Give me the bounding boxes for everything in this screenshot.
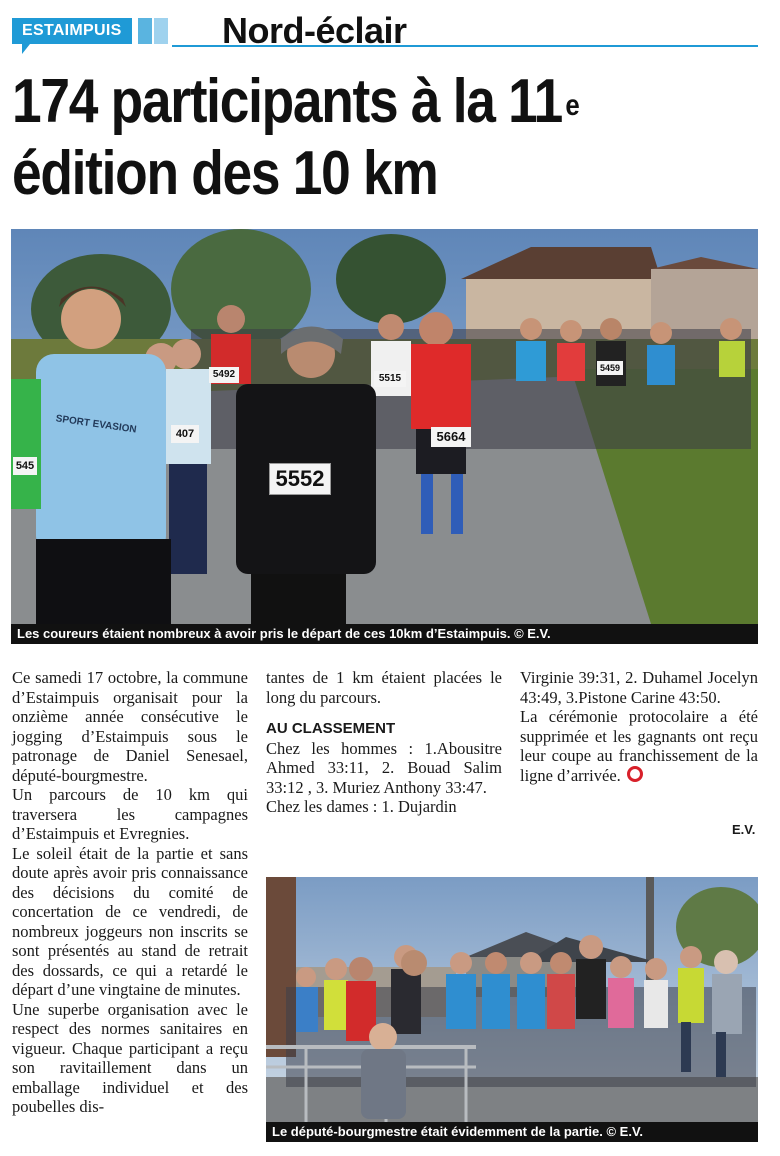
runners-photo-illustration bbox=[11, 229, 758, 644]
photo-caption: Les coureurs étaient nombreux à avoir pris le départ de ces 10km d’Estaimpuis. © E.V. bbox=[11, 624, 758, 644]
paragraph-final bbox=[520, 707, 758, 785]
end-of-article-icon bbox=[627, 766, 643, 782]
paragraph: Une superbe organisation avec le respect des normes sanitaires en vigueur. Chaque participant a reçu son ravitaillement dans un emballage individuel et des poubelles dis- bbox=[12, 999, 248, 1116]
paragraph: Le soleil était de la partie et sans doute après avoir pris connaissance des décisions du comité de concertation de ce vendredi, de nombreux joggeurs non inscrits se sont présentés au stand de retrait des dossards, ce qui a retardé le départ d’une vingtaine de minutes. bbox=[12, 843, 248, 999]
runners-photo bbox=[11, 229, 758, 644]
bib-number: 5664 bbox=[431, 427, 471, 447]
bib-number: 5459 bbox=[597, 361, 623, 375]
author-signature: E.V. bbox=[732, 822, 756, 837]
article-column-3 bbox=[520, 668, 758, 785]
section-tag bbox=[12, 14, 172, 46]
shirt-text: SPORT EVASION bbox=[54, 413, 138, 436]
article-column-1 bbox=[12, 668, 248, 1117]
paragraph: Virginie 39:31, 2. Duhamel Jocelyn 43:49, 3.Pistone Carine 43:50. bbox=[520, 668, 758, 707]
headline bbox=[12, 66, 666, 210]
subhead-classement: AU CLASSEMENT bbox=[266, 720, 396, 737]
section-label: ESTAIMPUIS bbox=[12, 18, 132, 44]
bib-number: 5492 bbox=[209, 367, 239, 383]
mayor-photo bbox=[266, 877, 758, 1142]
bib-number: 5515 bbox=[374, 371, 406, 387]
paragraph-dames: Chez les dames : 1. Dujardin bbox=[266, 797, 457, 816]
bib-number: 5552 bbox=[269, 463, 331, 495]
headline-line1: 174 participants à la 11 bbox=[12, 67, 562, 136]
newspaper-name: Nord-éclair bbox=[222, 10, 407, 51]
paragraph: Ce samedi 17 octobre, la commune d’Estaimpuis organisait pour la onzième année consécutive le jogging d’Estaimpuis sous le patronage de Daniel Senesael, député-bourgmestre. bbox=[12, 668, 248, 785]
paragraph-final-text: La cérémonie protocolaire a été supprimée et les gagnants ont reçu leur coupe au franchissement de la ligne d’arrivée. bbox=[520, 707, 758, 785]
headline-superscript: e bbox=[565, 89, 579, 122]
bib-number: 545 bbox=[13, 457, 37, 475]
paragraph-hommes: Chez les hommes : 1.Abousitre Ahmed 33:11, 2. Bouad Salim 33:12 , 3. Muriez Anthony 33:47. bbox=[266, 738, 502, 797]
mayor-photo-illustration bbox=[266, 877, 758, 1142]
paragraph: Un parcours de 10 km qui traversera les campagnes d’Estaimpuis et Evregnies. bbox=[12, 785, 248, 843]
section-tag-decor bbox=[154, 18, 168, 44]
section-tag-decor bbox=[138, 18, 152, 44]
headline-line2: édition des 10 km bbox=[12, 139, 438, 208]
bib-number: 407 bbox=[171, 425, 199, 443]
article-column-2 bbox=[266, 668, 502, 817]
photo-caption: Le député-bourgmestre était évidemment de la partie. © E.V. bbox=[266, 1122, 758, 1142]
paragraph: tantes de 1 km étaient placées le long du parcours. bbox=[266, 668, 502, 707]
section-tag-tail bbox=[22, 44, 30, 54]
